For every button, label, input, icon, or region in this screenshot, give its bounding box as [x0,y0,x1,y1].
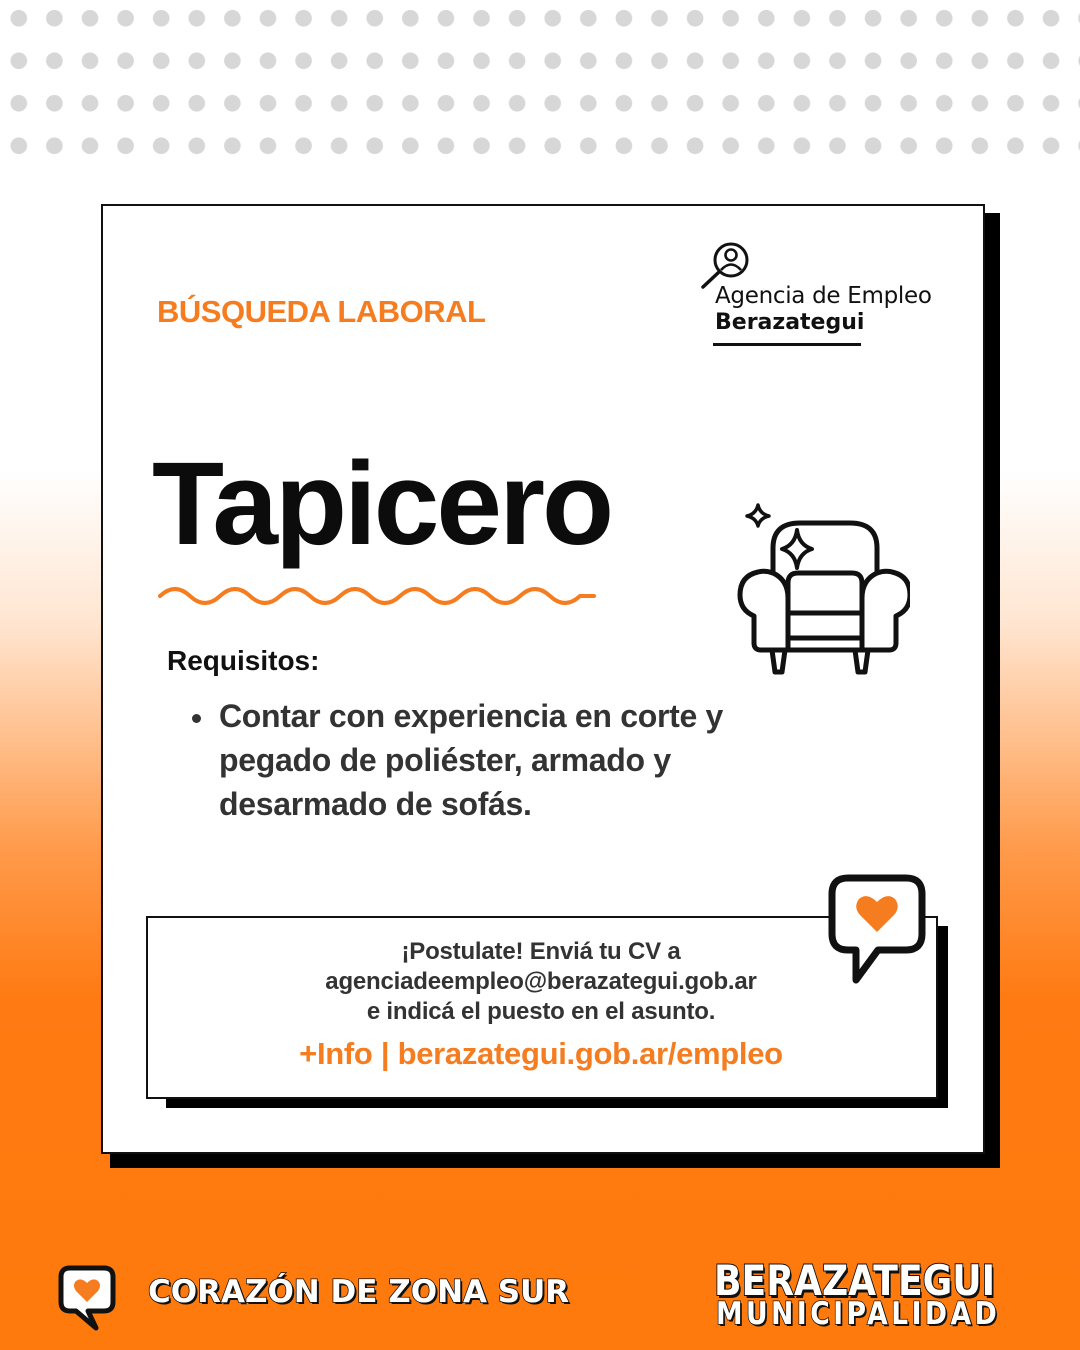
armchair-sparkle-icon [730,498,910,680]
footer-slogan: CORAZÓN DE ZONA SUR [148,1274,570,1310]
wavy-divider [158,578,596,612]
apply-line-1: ¡Postulate! Enviá tu CV a [401,938,681,965]
agency-underline [713,343,861,346]
brand-logo-main: BERAZATEGUI [714,1256,996,1305]
requirements-label: Requisitos: [167,645,320,676]
apply-line-3: e indicá el puesto en el asunto. [366,998,716,1025]
apply-email[interactable]: agenciadeempleo@berazategui.gob.ar [325,968,757,995]
agency-city: Berazategui [715,310,865,335]
more-info-link[interactable]: +Info | berazategui.gob.ar/empleo [299,1036,783,1071]
heart-speech-bubble-icon [826,872,926,988]
brand-logo-sub: MUNICIPALIDAD [716,1296,1001,1332]
heart-speech-bubble-icon [56,1264,116,1332]
requirements-list [190,694,830,826]
agency-name: Agencia de Empleo [715,283,932,309]
apply-instructions [146,937,936,1027]
dot-pattern [0,0,1080,170]
job-title: Tapicero [152,438,612,570]
job-search-kicker: BÚSQUEDA LABORAL [157,294,486,329]
requirement-item: Contar con experiencia en corte y pegado de poliéster, armado y desarmado de sofás. [190,694,830,826]
